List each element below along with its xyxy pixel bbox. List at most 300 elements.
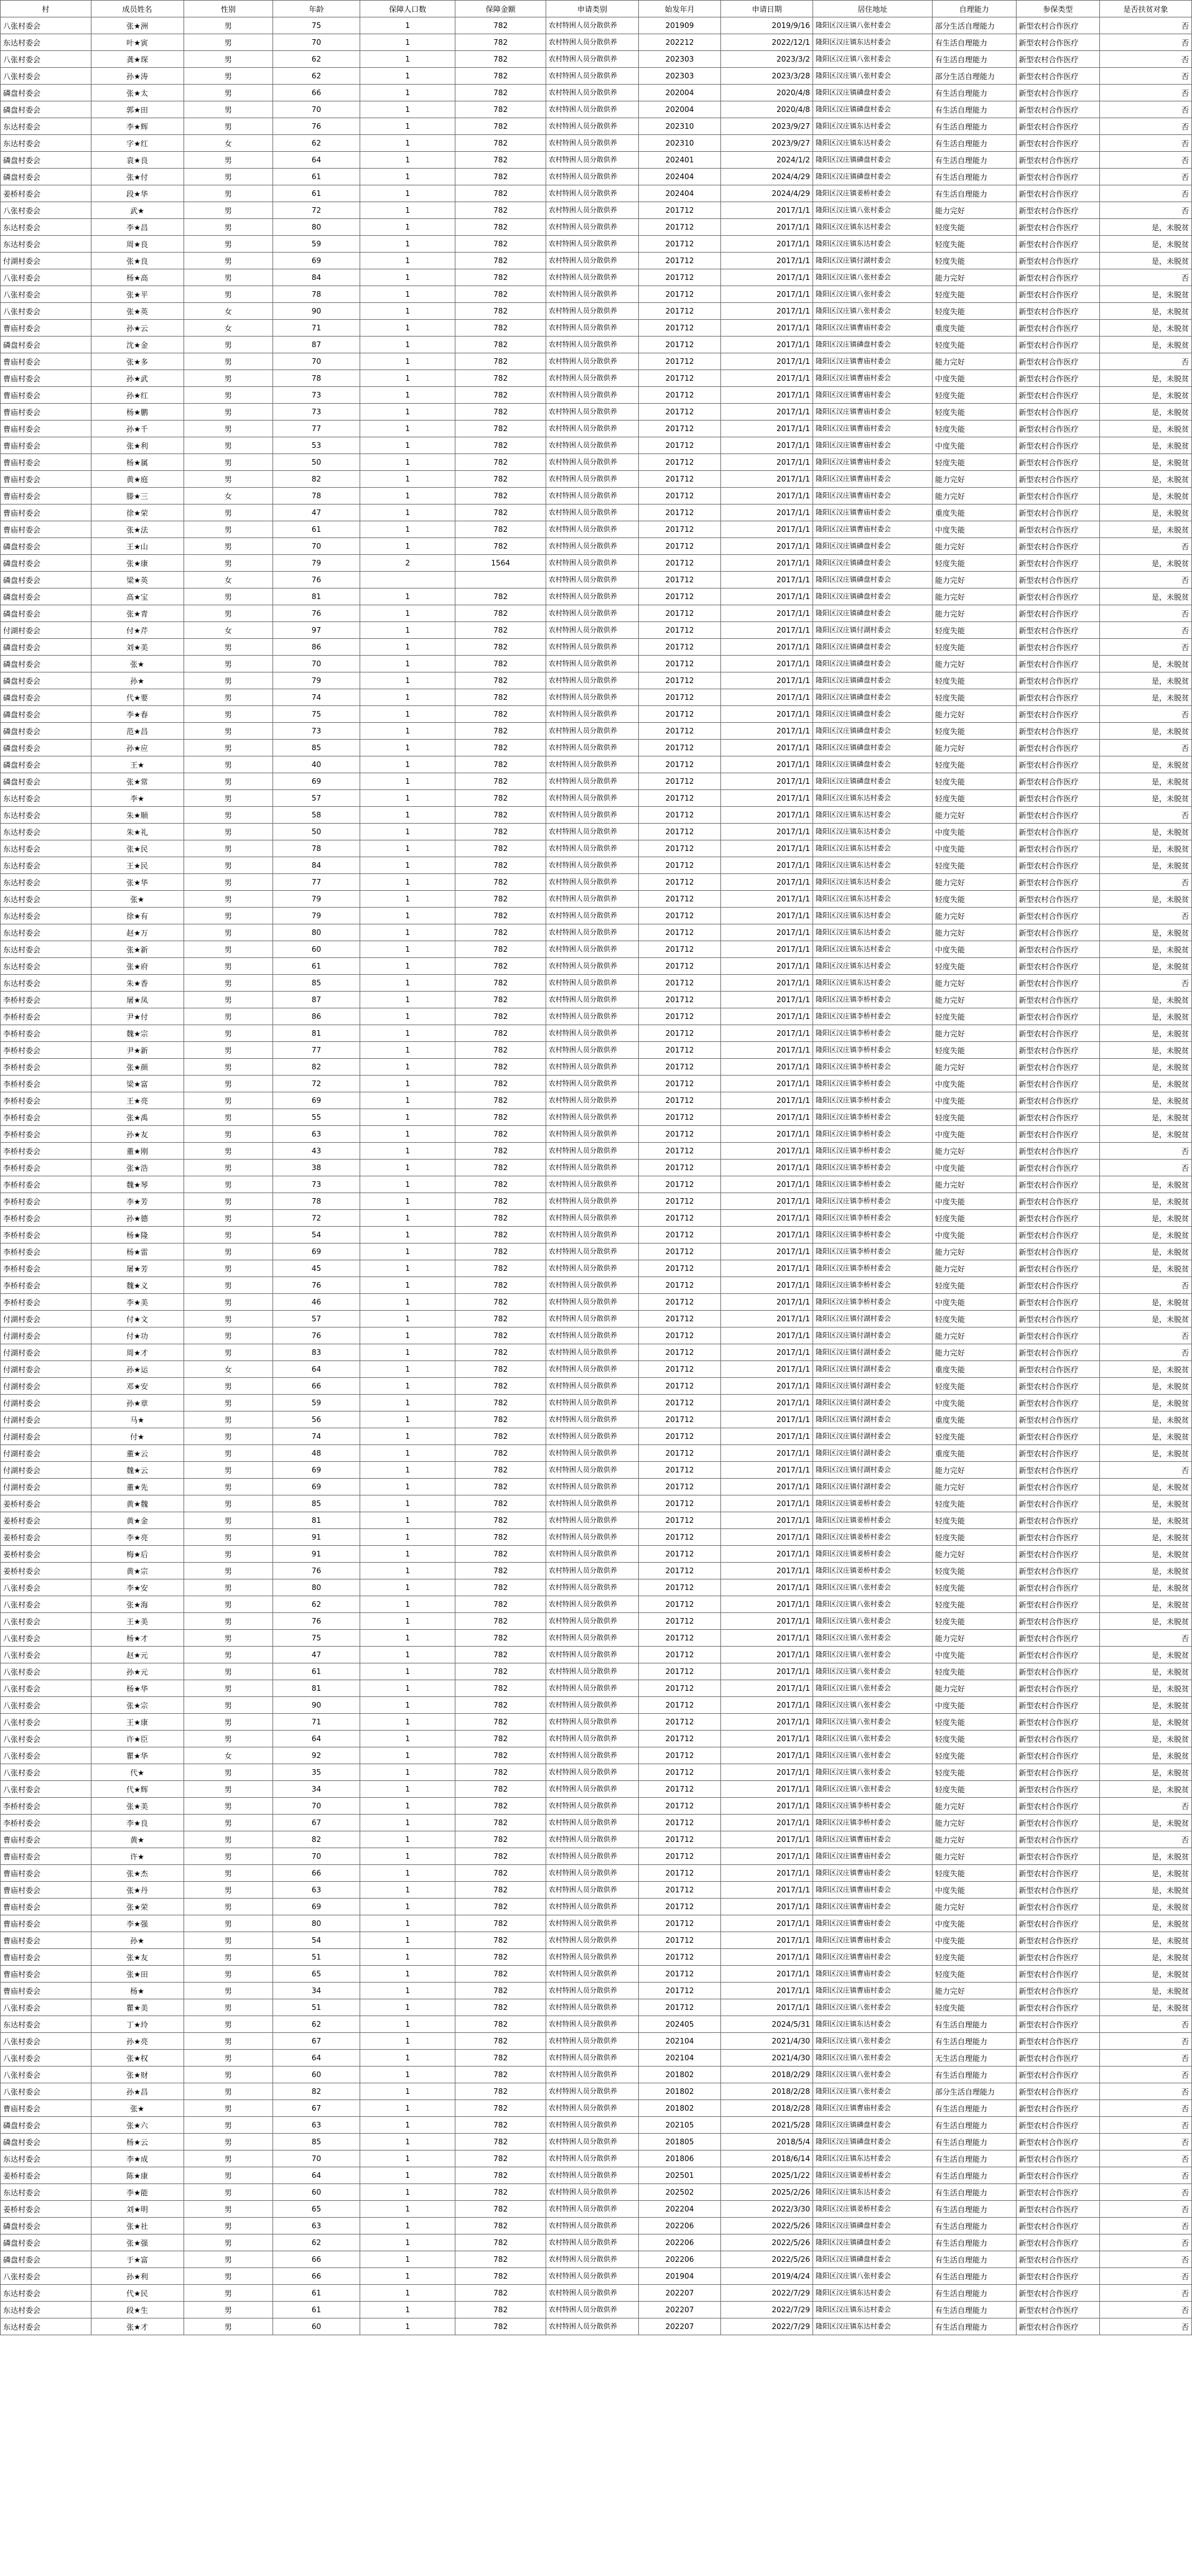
cell-poverty-target: 否 (1100, 622, 1192, 639)
cell-address: 隆阳区汉庄镇磷盘村委会 (813, 572, 933, 588)
cell-start-month: 201712 (638, 1395, 720, 1411)
cell-poverty-target: 是，未脱贫 (1100, 958, 1192, 975)
cell-village: 八张村委会 (1, 68, 91, 85)
cell-insurance: 新型农村合作医疗 (1016, 253, 1100, 269)
cell-start-month: 201712 (638, 488, 720, 505)
cell-amount: 782 (455, 1747, 546, 1764)
cell-village: 八张村委会 (1, 202, 91, 219)
cell-gender: 女 (184, 1361, 272, 1378)
table-row (1, 1126, 1192, 1143)
cell-gender: 男 (184, 1395, 272, 1411)
cell-address: 隆阳区汉庄镇曹庙村委会 (813, 1865, 933, 1882)
cell-poverty-target: 是，未脱贫 (1100, 1966, 1192, 1983)
cell-name: 陈★康 (91, 2167, 184, 2184)
cell-start-month: 202401 (638, 152, 720, 169)
cell-amount: 782 (455, 1781, 546, 1798)
cell-name: 孙★千 (91, 421, 184, 437)
cell-age: 66 (272, 85, 360, 101)
cell-address: 隆阳区汉庄镇磷盘村委会 (813, 706, 933, 723)
cell-village: 李桥村委会 (1, 1294, 91, 1311)
cell-category: 农村特困人员分散供养 (546, 454, 638, 471)
cell-age: 61 (272, 958, 360, 975)
cell-start-month: 201712 (638, 1999, 720, 2016)
cell-name: 张★多 (91, 353, 184, 370)
cell-category: 农村特困人员分散供养 (546, 1714, 638, 1731)
cell-village: 曹庙村委会 (1, 2100, 91, 2117)
cell-covered-people: 1 (360, 185, 455, 202)
cell-self-care: 能力完好 (932, 1630, 1016, 1647)
cell-gender: 男 (184, 874, 272, 891)
cell-self-care: 轻度失能 (932, 1663, 1016, 1680)
cell-name: 李★辉 (91, 118, 184, 135)
table-row (1, 891, 1192, 908)
cell-village: 东达村委会 (1, 840, 91, 857)
cell-category: 农村特困人员分散供养 (546, 1630, 638, 1647)
cell-poverty-target: 否 (1100, 2134, 1192, 2151)
cell-category: 农村特困人员分散供养 (546, 1462, 638, 1479)
cell-village: 八张村委会 (1, 1647, 91, 1663)
cell-name: 杨★华 (91, 1680, 184, 1697)
cell-insurance: 新型农村合作医疗 (1016, 1462, 1100, 1479)
cell-covered-people: 1 (360, 773, 455, 790)
cell-insurance: 新型农村合作医疗 (1016, 1563, 1100, 1579)
cell-address: 隆阳区汉庄镇李桥村委会 (813, 1076, 933, 1092)
cell-gender: 男 (184, 756, 272, 773)
table-row (1, 1395, 1192, 1411)
cell-village: 磷盘村委会 (1, 555, 91, 572)
cell-self-care: 能力完好 (932, 706, 1016, 723)
table-row (1, 2218, 1192, 2234)
cell-apply-date: 2017/1/1 (721, 1512, 813, 1529)
cell-gender: 男 (184, 1546, 272, 1563)
cell-amount: 782 (455, 1428, 546, 1445)
cell-self-care: 能力完好 (932, 975, 1016, 992)
cell-insurance: 新型农村合作医疗 (1016, 2218, 1100, 2234)
cell-start-month: 201712 (638, 1764, 720, 1781)
cell-age: 91 (272, 1529, 360, 1546)
cell-start-month: 201712 (638, 1244, 720, 1260)
cell-apply-date: 2017/1/1 (721, 941, 813, 958)
cell-address: 隆阳区汉庄镇八张村委会 (813, 68, 933, 85)
cell-amount: 782 (455, 185, 546, 202)
table-row (1, 1882, 1192, 1899)
cell-poverty-target: 是，未脱贫 (1100, 891, 1192, 908)
cell-start-month: 202404 (638, 185, 720, 202)
cell-insurance: 新型农村合作医疗 (1016, 1999, 1100, 2016)
cell-covered-people: 1 (360, 68, 455, 85)
cell-start-month: 201712 (638, 303, 720, 320)
cell-poverty-target: 否 (1100, 1160, 1192, 1176)
cell-age: 62 (272, 2234, 360, 2251)
cell-village: 曹庙村委会 (1, 437, 91, 454)
cell-category: 农村特困人员分散供养 (546, 185, 638, 202)
cell-self-care: 能力完好 (932, 656, 1016, 672)
cell-apply-date: 2017/1/1 (721, 1411, 813, 1428)
cell-apply-date: 2023/9/27 (721, 118, 813, 135)
cell-village: 东达村委会 (1, 2016, 91, 2033)
cell-gender: 男 (184, 2083, 272, 2100)
cell-start-month: 202405 (638, 2016, 720, 2033)
cell-amount: 782 (455, 1462, 546, 1479)
cell-covered-people: 1 (360, 1815, 455, 1831)
cell-name: 沈★金 (91, 337, 184, 353)
cell-self-care: 轻度失能 (932, 639, 1016, 656)
cell-address: 隆阳区汉庄镇东达村委会 (813, 857, 933, 874)
cell-name: 张★民 (91, 840, 184, 857)
cell-gender: 男 (184, 1815, 272, 1831)
cell-age: 50 (272, 454, 360, 471)
cell-address: 隆阳区汉庄镇李桥村委会 (813, 1277, 933, 1294)
cell-poverty-target: 是，未脱贫 (1100, 1042, 1192, 1059)
cell-name: 杨★ (91, 1983, 184, 1999)
cell-amount: 782 (455, 505, 546, 521)
cell-self-care: 有生活自理能力 (932, 135, 1016, 152)
cell-apply-date: 2017/1/1 (721, 303, 813, 320)
cell-address: 隆阳区汉庄镇李桥村委会 (813, 1143, 933, 1160)
cell-age: 65 (272, 2201, 360, 2218)
cell-name: 黄★魏 (91, 1495, 184, 1512)
cell-self-care: 轻度失能 (932, 219, 1016, 236)
cell-amount: 782 (455, 1512, 546, 1529)
table-row (1, 152, 1192, 169)
cell-poverty-target: 是，未脱贫 (1100, 1731, 1192, 1747)
cell-name: 张★社 (91, 2218, 184, 2234)
cell-name: 叶★寅 (91, 34, 184, 51)
cell-age: 66 (272, 1378, 360, 1395)
table-row (1, 1277, 1192, 1294)
cell-category: 农村特困人员分散供养 (546, 387, 638, 404)
cell-poverty-target: 是，未脱贫 (1100, 1613, 1192, 1630)
cell-category: 农村特困人员分散供养 (546, 1983, 638, 1999)
cell-category: 农村特困人员分散供养 (546, 253, 638, 269)
cell-amount: 782 (455, 874, 546, 891)
cell-insurance: 新型农村合作医疗 (1016, 2268, 1100, 2285)
cell-amount: 782 (455, 2033, 546, 2050)
table-row (1, 1932, 1192, 1949)
cell-address: 隆阳区汉庄镇东达村委会 (813, 958, 933, 975)
cell-poverty-target: 是，未脱贫 (1100, 656, 1192, 672)
cell-self-care: 有生活自理能力 (932, 2134, 1016, 2151)
cell-self-care: 能力完好 (932, 572, 1016, 588)
cell-covered-people: 1 (360, 437, 455, 454)
cell-name: 梅★后 (91, 1546, 184, 1563)
cell-category: 农村特困人员分散供养 (546, 421, 638, 437)
cell-gender: 男 (184, 454, 272, 471)
cell-name: 张★田 (91, 1966, 184, 1983)
cell-village: 八张村委会 (1, 1680, 91, 1697)
cell-self-care: 中度失能 (932, 1227, 1016, 1244)
cell-self-care: 轻度失能 (932, 773, 1016, 790)
cell-village: 曹庙村委会 (1, 320, 91, 337)
cell-start-month: 202501 (638, 2167, 720, 2184)
cell-gender: 男 (184, 1059, 272, 1076)
cell-insurance: 新型农村合作医疗 (1016, 992, 1100, 1008)
cell-covered-people: 1 (360, 1328, 455, 1344)
cell-apply-date: 2022/7/29 (721, 2318, 813, 2335)
cell-age: 70 (272, 1798, 360, 1815)
cell-gender: 男 (184, 2100, 272, 2117)
cell-age: 66 (272, 2251, 360, 2268)
cell-village: 八张村委会 (1, 1999, 91, 2016)
cell-age: 63 (272, 1882, 360, 1899)
table-row (1, 874, 1192, 891)
table-row (1, 1915, 1192, 1932)
cell-apply-date: 2019/9/16 (721, 17, 813, 34)
cell-covered-people: 1 (360, 723, 455, 740)
cell-apply-date: 2020/4/8 (721, 101, 813, 118)
cell-insurance: 新型农村合作医疗 (1016, 908, 1100, 924)
table-row (1, 1495, 1192, 1512)
cell-poverty-target: 否 (1100, 538, 1192, 555)
cell-poverty-target: 否 (1100, 2302, 1192, 2318)
table-row (1, 135, 1192, 152)
cell-start-month: 201712 (638, 253, 720, 269)
cell-gender: 男 (184, 1983, 272, 1999)
cell-poverty-target: 是，未脱贫 (1100, 1411, 1192, 1428)
cell-poverty-target: 否 (1100, 572, 1192, 588)
cell-village: 磷盘村委会 (1, 689, 91, 706)
cell-age: 78 (272, 488, 360, 505)
cell-self-care: 中度失能 (932, 1647, 1016, 1663)
table-row (1, 118, 1192, 135)
cell-self-care: 中度失能 (932, 941, 1016, 958)
cell-category: 农村特困人员分散供养 (546, 1495, 638, 1512)
cell-insurance: 新型农村合作医疗 (1016, 1613, 1100, 1630)
cell-village: 东达村委会 (1, 135, 91, 152)
cell-apply-date: 2017/1/1 (721, 1193, 813, 1210)
cell-insurance: 新型农村合作医疗 (1016, 1512, 1100, 1529)
cell-apply-date: 2017/1/1 (721, 1109, 813, 1126)
table-row (1, 1462, 1192, 1479)
cell-name: 张★洲 (91, 17, 184, 34)
header-row (1, 1, 1192, 17)
cell-amount: 782 (455, 286, 546, 303)
cell-name: 朱★礼 (91, 824, 184, 840)
table-row (1, 34, 1192, 51)
cell-apply-date: 2017/1/1 (721, 1176, 813, 1193)
cell-address: 隆阳区汉庄镇李桥村委会 (813, 992, 933, 1008)
cell-start-month: 201712 (638, 1647, 720, 1663)
cell-category: 农村特困人员分散供养 (546, 1227, 638, 1244)
cell-address: 隆阳区汉庄镇东达村委会 (813, 908, 933, 924)
cell-start-month: 201712 (638, 505, 720, 521)
cell-start-month: 201712 (638, 874, 720, 891)
cell-amount: 782 (455, 1160, 546, 1176)
cell-category: 农村特困人员分散供养 (546, 1059, 638, 1076)
cell-covered-people: 1 (360, 1798, 455, 1815)
cell-covered-people: 1 (360, 337, 455, 353)
cell-apply-date: 2017/1/1 (721, 353, 813, 370)
cell-apply-date: 2018/5/4 (721, 2134, 813, 2151)
cell-name: 孙★亮 (91, 2033, 184, 2050)
cell-gender: 男 (184, 975, 272, 992)
cell-apply-date: 2017/1/1 (721, 337, 813, 353)
cell-village: 付湖村委会 (1, 1328, 91, 1344)
cell-address: 隆阳区汉庄镇李桥村委会 (813, 1109, 933, 1126)
cell-apply-date: 2017/1/1 (721, 1378, 813, 1395)
cell-apply-date: 2017/1/1 (721, 202, 813, 219)
cell-apply-date: 2024/4/29 (721, 185, 813, 202)
table-row (1, 2302, 1192, 2318)
cell-name: 付★ (91, 1428, 184, 1445)
cell-apply-date: 2017/1/1 (721, 840, 813, 857)
cell-apply-date: 2021/5/28 (721, 2117, 813, 2134)
cell-covered-people: 1 (360, 286, 455, 303)
cell-address: 隆阳区汉庄镇东达村委会 (813, 2184, 933, 2201)
cell-covered-people: 1 (360, 1025, 455, 1042)
table-row (1, 656, 1192, 672)
cell-village: 姜桥村委会 (1, 1529, 91, 1546)
cell-covered-people: 1 (360, 1210, 455, 1227)
cell-name: 黄★金 (91, 1512, 184, 1529)
cell-covered-people: 1 (360, 1966, 455, 1983)
cell-gender: 男 (184, 1697, 272, 1714)
cell-amount: 782 (455, 1479, 546, 1495)
cell-gender: 男 (184, 588, 272, 605)
cell-name: 孙★昌 (91, 2083, 184, 2100)
cell-age: 74 (272, 689, 360, 706)
cell-poverty-target: 是，未脱贫 (1100, 1479, 1192, 1495)
cell-apply-date: 2017/1/1 (721, 1059, 813, 1076)
cell-insurance: 新型农村合作医疗 (1016, 1008, 1100, 1025)
cell-gender: 男 (184, 101, 272, 118)
cell-category: 农村特困人员分散供养 (546, 1025, 638, 1042)
cell-poverty-target: 是，未脱贫 (1100, 236, 1192, 253)
cell-apply-date: 2017/1/1 (721, 1277, 813, 1294)
cell-covered-people: 1 (360, 857, 455, 874)
cell-amount: 782 (455, 1076, 546, 1092)
cell-gender: 男 (184, 152, 272, 169)
cell-covered-people: 1 (360, 1495, 455, 1512)
cell-apply-date: 2020/4/8 (721, 85, 813, 101)
cell-poverty-target: 否 (1100, 2201, 1192, 2218)
cell-category: 农村特困人员分散供养 (546, 269, 638, 286)
cell-gender: 男 (184, 1025, 272, 1042)
cell-covered-people: 1 (360, 85, 455, 101)
cell-covered-people: 1 (360, 2318, 455, 2335)
cell-age: 76 (272, 572, 360, 588)
cell-name: 张★太 (91, 85, 184, 101)
cell-age: 65 (272, 1966, 360, 1983)
cell-address: 隆阳区汉庄镇东达村委会 (813, 118, 933, 135)
cell-gender: 男 (184, 941, 272, 958)
cell-start-month: 201712 (638, 471, 720, 488)
cell-gender: 男 (184, 2151, 272, 2167)
table-row (1, 706, 1192, 723)
cell-start-month: 202105 (638, 2117, 720, 2134)
cell-insurance: 新型农村合作医疗 (1016, 1495, 1100, 1512)
cell-village: 李桥村委会 (1, 1227, 91, 1244)
cell-address: 隆阳区汉庄镇八张村委会 (813, 51, 933, 68)
cell-gender: 男 (184, 1328, 272, 1344)
cell-poverty-target: 否 (1100, 1344, 1192, 1361)
cell-covered-people: 1 (360, 1731, 455, 1747)
cell-apply-date: 2017/1/1 (721, 1227, 813, 1244)
cell-apply-date: 2017/1/1 (721, 723, 813, 740)
cell-gender: 女 (184, 622, 272, 639)
cell-category: 农村特困人员分散供养 (546, 992, 638, 1008)
cell-apply-date: 2017/1/1 (721, 454, 813, 471)
cell-age: 78 (272, 370, 360, 387)
cell-name: 魏★琴 (91, 1176, 184, 1193)
cell-name: 李★安 (91, 1579, 184, 1596)
cell-amount: 782 (455, 1529, 546, 1546)
cell-gender: 女 (184, 1747, 272, 1764)
cell-name: 尹★付 (91, 1008, 184, 1025)
col-header-village: 村 (1, 1, 91, 17)
cell-gender: 男 (184, 656, 272, 672)
cell-gender: 男 (184, 1294, 272, 1311)
cell-covered-people: 1 (360, 672, 455, 689)
cell-category: 农村特困人员分散供养 (546, 2285, 638, 2302)
cell-amount: 782 (455, 1630, 546, 1647)
cell-age: 63 (272, 1126, 360, 1143)
cell-self-care: 有生活自理能力 (932, 152, 1016, 169)
cell-poverty-target: 是，未脱贫 (1100, 253, 1192, 269)
cell-poverty-target: 否 (1100, 34, 1192, 51)
cell-poverty-target: 否 (1100, 85, 1192, 101)
cell-name: 梁★富 (91, 1076, 184, 1092)
cell-amount: 782 (455, 1680, 546, 1697)
cell-amount: 782 (455, 521, 546, 538)
cell-insurance: 新型农村合作医疗 (1016, 538, 1100, 555)
cell-start-month: 201712 (638, 1781, 720, 1798)
cell-poverty-target: 是，未脱贫 (1100, 1361, 1192, 1378)
cell-age: 61 (272, 169, 360, 185)
cell-apply-date: 2017/1/1 (721, 572, 813, 588)
cell-village: 姜桥村委会 (1, 1563, 91, 1579)
cell-name: 李★美 (91, 1294, 184, 1311)
cell-poverty-target: 是，未脱贫 (1100, 840, 1192, 857)
cell-age: 77 (272, 1042, 360, 1059)
cell-start-month: 201712 (638, 958, 720, 975)
cell-start-month: 201712 (638, 1193, 720, 1210)
cell-name: 代★要 (91, 689, 184, 706)
cell-covered-people: 1 (360, 521, 455, 538)
cell-covered-people: 1 (360, 303, 455, 320)
cell-age: 84 (272, 269, 360, 286)
table-row (1, 992, 1192, 1008)
cell-age: 85 (272, 740, 360, 756)
cell-category: 农村特困人员分散供养 (546, 1764, 638, 1781)
cell-apply-date: 2017/1/1 (721, 656, 813, 672)
cell-insurance: 新型农村合作医疗 (1016, 622, 1100, 639)
cell-apply-date: 2019/4/24 (721, 2268, 813, 2285)
cell-poverty-target: 否 (1100, 1462, 1192, 1479)
cell-age: 47 (272, 1647, 360, 1663)
cell-name: 王★康 (91, 1714, 184, 1731)
cell-amount: 782 (455, 1411, 546, 1428)
cell-poverty-target: 是，未脱贫 (1100, 1596, 1192, 1613)
cell-self-care: 轻度失能 (932, 1042, 1016, 1059)
cell-start-month: 201712 (638, 1008, 720, 1025)
cell-name: 张★宗 (91, 1697, 184, 1714)
cell-name: 魏★宗 (91, 1025, 184, 1042)
cell-address: 隆阳区汉庄镇磷盘村委会 (813, 656, 933, 672)
cell-covered-people: 1 (360, 1697, 455, 1714)
cell-poverty-target: 是，未脱贫 (1100, 1244, 1192, 1260)
cell-address: 隆阳区汉庄镇曹庙村委会 (813, 1848, 933, 1865)
cell-name: 张★丹 (91, 1882, 184, 1899)
table-row (1, 2100, 1192, 2117)
cell-self-care: 轻度失能 (932, 1596, 1016, 1613)
cell-covered-people: 1 (360, 1663, 455, 1680)
cell-apply-date: 2018/2/29 (721, 2067, 813, 2083)
cell-self-care: 能力完好 (932, 1546, 1016, 1563)
cell-amount: 782 (455, 1042, 546, 1059)
cell-apply-date: 2017/1/1 (721, 1613, 813, 1630)
cell-self-care: 能力完好 (932, 1260, 1016, 1277)
